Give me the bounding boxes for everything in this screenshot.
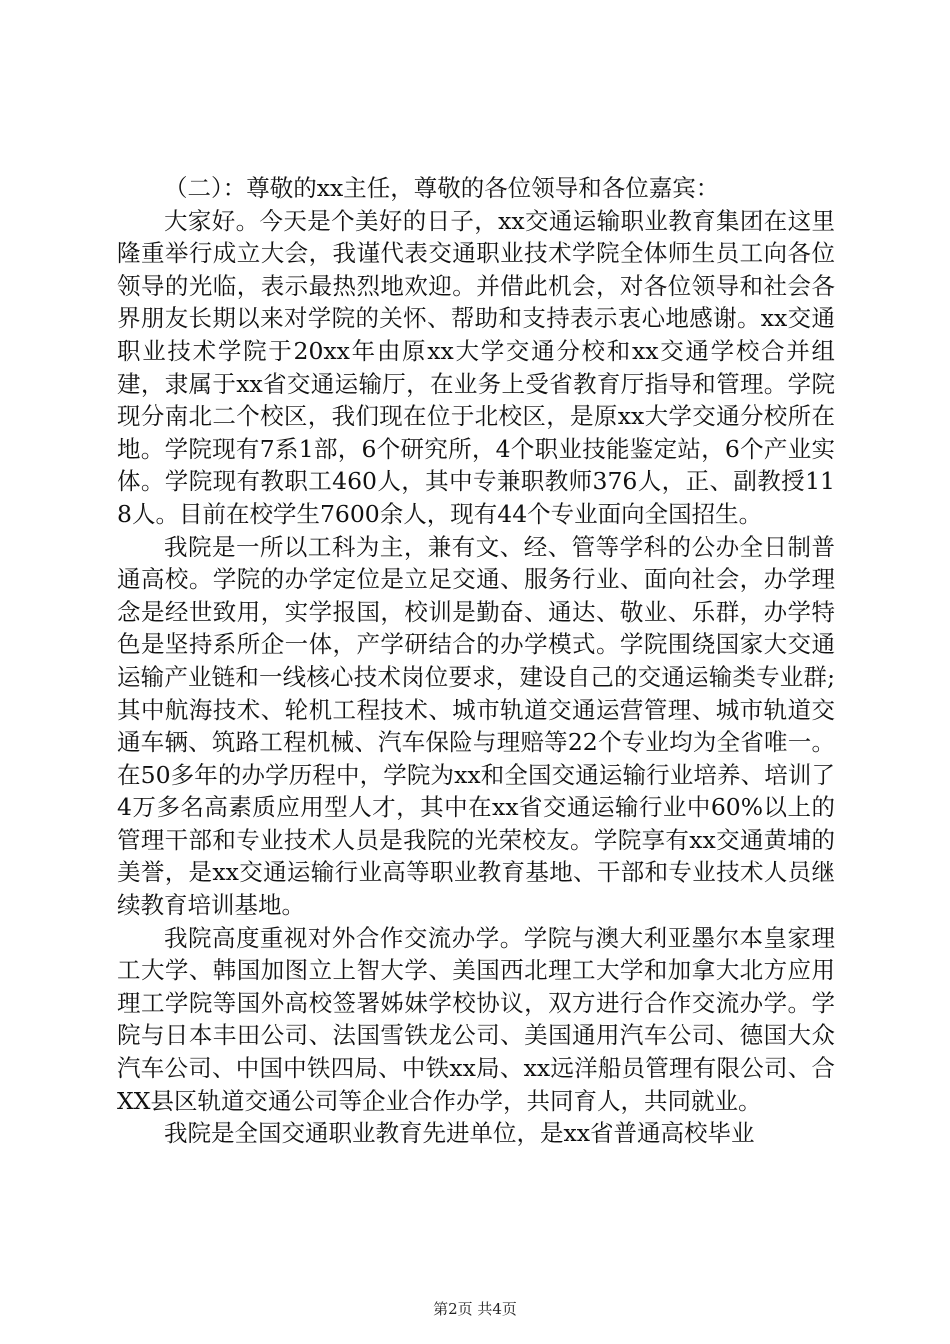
paragraph-2: 我院是一所以工科为主，兼有文、经、管等学科的公办全日制普通高校。学院的办学定位是立足交通、服务行业、面向社会，办学理念是经世致用，实学报国，校训是勤奋、通达、敬业、乐群，办学特色是坚持系所企一体，产学研结合的办学模式。学院围绕国家大交通运输产业链和一线核心技术岗位要求，建设自己的交通运输类专业群;其中航海技术、轮机工程技术、城市轨道交通运营管理、城市轨道交通车辆、筑路工程机械、汽车保险与理赔等22个专业均为全省唯一。在50多年的办学历程中，学院为xx和全国交通运输行业培养、培训了4万多名高素质应用型人才，其中在xx省交通运输行业中60%以上的管理干部和专业技术人员是我院的光荣校友。学院享有xx交通黄埔的美誉，是xx交通运输行业高等职业教育基地、干部和专业技术人员继续教育培训基地。 xyxy=(117,532,835,920)
paragraph-3: 我院高度重视对外合作交流办学。学院与澳大利亚墨尔本皇家理工大学、韩国加图立上智大学、美国西北理工大学和加拿大北方应用理工学院等国外高校签署姊妹学校协议，双方进行合作交流办学。学院与日本丰田公司、法国雪铁龙公司、美国通用汽车公司、德国大众汽车公司、中国中铁四局、中铁xx局、xx远洋船员管理有限公司、合XX县区轨道交通公司等企业合作办学，共同育人，共同就业。 xyxy=(117,923,835,1115)
paragraph-1: 大家好。今天是个美好的日子，xx交通运输职业教育集团在这里隆重举行成立大会，我谨代表交通职业技术学院全体师生员工向各位领导的光临，表示最热烈地欢迎。并借此机会，对各位领导和社会各界朋友长期以来对学院的关怀、帮助和支持表示衷心地感谢。xx交通职业技术学院于20xx年由原xx大学交通分校和xx交通学校合并组建，隶属于xx省交通运输厅，在业务上受省教育厅指导和管理。学院现分南北二个校区，我们现在位于北校区，是原xx大学交通分校所在地。学院现有7系1部，6个研究所，4个职业技能鉴定站，6个产业实体。学院现有教职工460人，其中专兼职教师376人，正、副教授118人。目前在校学生7600余人，现有44个专业面向全国招生。 xyxy=(117,206,835,528)
document-body xyxy=(117,172,835,1150)
paragraph-salutation: （二）：尊敬的xx主任，尊敬的各位领导和各位嘉宾： xyxy=(164,174,720,202)
paragraph-4: 我院是全国交通职业教育先进单位，是xx省普通高校毕业 xyxy=(164,1119,755,1148)
page-footer: 第2页 共4页 xyxy=(433,1300,517,1318)
